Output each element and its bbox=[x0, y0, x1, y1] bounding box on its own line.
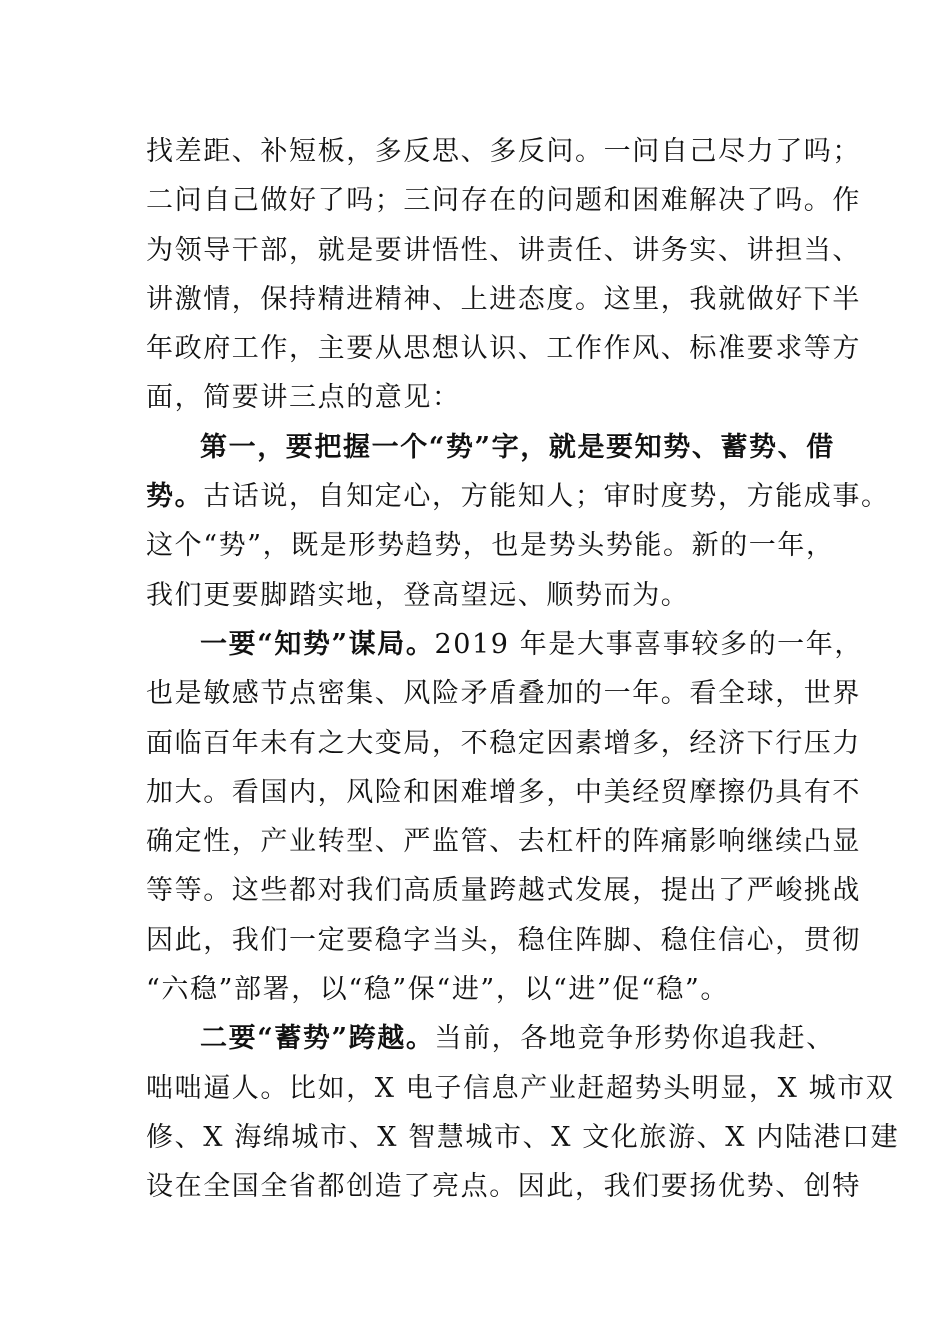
subsection-lead: 二要“蓄势”跨越。 bbox=[200, 1023, 435, 1055]
text-line: 等等。这些都对我们高质量跨越式发展，提出了严峻挑战 bbox=[146, 875, 861, 907]
text-line: 因此，我们一定要稳字当头，稳住阵脚、稳住信心，贯彻 bbox=[146, 924, 861, 956]
text-line: 也是敏感节点密集、风险矛盾叠加的一年。看全球，世界 bbox=[146, 678, 861, 710]
text-span: 当前，各地竞争形势你追我赶、 bbox=[434, 1023, 835, 1055]
text-line: 找差距、补短板，多反思、多反问。一问自己尽力了吗； bbox=[146, 136, 861, 167]
text-line: 面临百年未有之大变局，不稳定因素增多，经济下行压力 bbox=[146, 727, 861, 759]
section-heading: 第一，要把握一个“势”字，就是要知势、蓄势、借 bbox=[200, 431, 835, 463]
section-heading-end: 势。 bbox=[146, 481, 204, 513]
text-line: 我们更要脚踏实地，登高望远、顺势而为。 bbox=[146, 579, 690, 611]
text-span: 2019 年是大事喜事较多的一年， bbox=[434, 628, 863, 660]
text-line: “六稳”部署，以“稳”保“进”，以“进”促“稳”。 bbox=[146, 974, 730, 1006]
text-line: 修、X 海绵城市、X 智慧城市、X 文化旅游、X 内陆港口建 bbox=[146, 1121, 900, 1153]
text-line: 咄咄逼人。比如，X 电子信息产业赶超势头明显，X 城市双 bbox=[146, 1072, 895, 1104]
subsection-lead: 一要“知势”谋局。 bbox=[200, 628, 435, 660]
text-line: 加大。看国内，风险和困难增多，中美经贸摩擦仍具有不 bbox=[146, 776, 861, 808]
text-line: 确定性，产业转型、严监管、去杠杆的阵痛影响继续凸显 bbox=[146, 826, 861, 858]
document-body bbox=[146, 127, 900, 1212]
text-line: 讲激情，保持精进精神、上进态度。这里，我就做好下半 bbox=[146, 283, 861, 315]
text-line: 面，简要讲三点的意见： bbox=[146, 382, 461, 414]
text-line: 二问自己做好了吗；三问存在的问题和困难解决了吗。作 bbox=[146, 185, 861, 217]
text-line: 设在全国全省都创造了亮点。因此，我们要扬优势、创特 bbox=[146, 1171, 861, 1203]
text-line: 这个“势”，既是形势趋势，也是势头势能。新的一年， bbox=[146, 530, 835, 562]
text-span: 古话说，自知定心，方能知人；审时度势，方能成事。 bbox=[203, 481, 890, 513]
text-line: 年政府工作，主要从思想认识、工作作风、标准要求等方 bbox=[146, 333, 861, 365]
text-line bbox=[146, 472, 890, 521]
text-line bbox=[146, 1014, 835, 1063]
text-line bbox=[146, 620, 863, 669]
text-line: 为领导干部，就是要讲悟性、讲责任、讲务实、讲担当、 bbox=[146, 234, 861, 266]
